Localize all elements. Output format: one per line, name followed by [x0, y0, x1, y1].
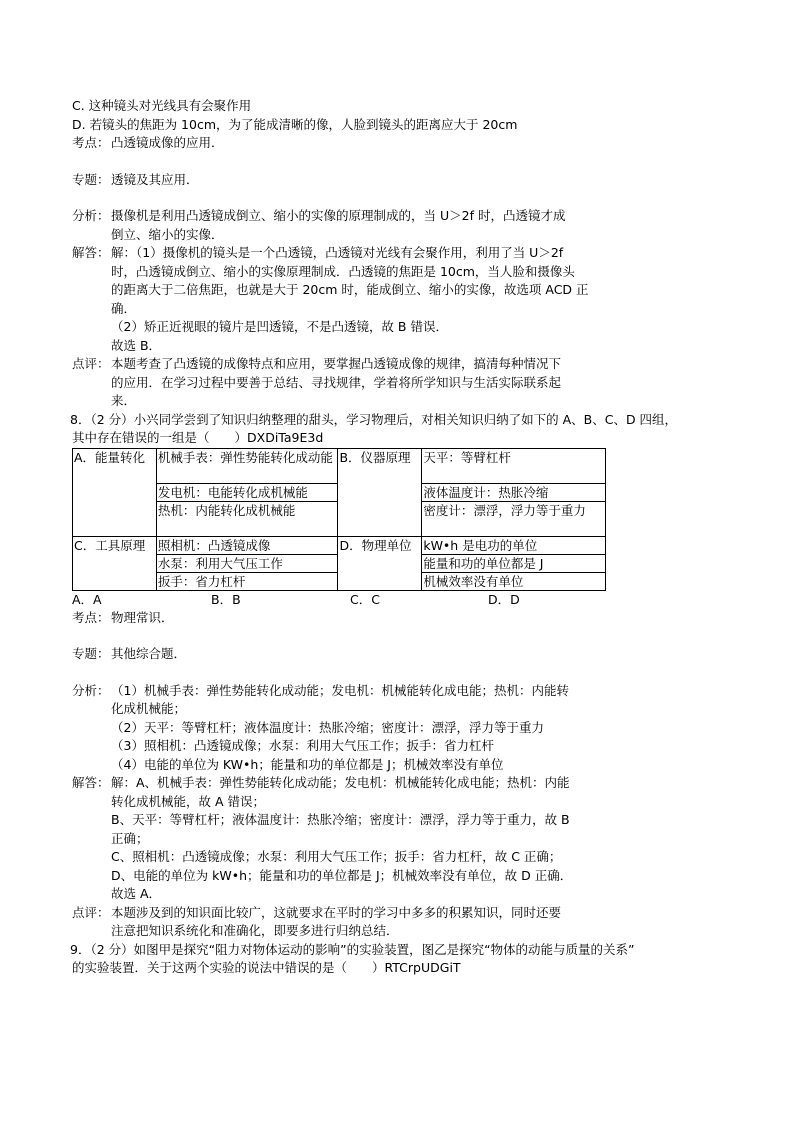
answer-options: [72, 591, 632, 609]
zhuanti-label: 专题：: [72, 171, 110, 187]
q8-stem-line: 8．（2 分）小兴同学尝到了知识归纳整理的甜头，学习物理后，对相关知识归纳了如下的 A、B、C、D 四组，: [70, 411, 678, 427]
group-a-label: A．能量转化: [73, 448, 157, 536]
jieda-line: 故选 B．: [111, 337, 162, 353]
zhuanti-label: 专题：: [72, 646, 110, 661]
group-d-item: kW•h 是电功的单位: [422, 536, 606, 554]
knowledge-table: [72, 448, 606, 591]
group-b-label: B．仪器原理: [338, 448, 422, 536]
jieda-line: 的距离大于二倍焦距，也就是大于 20cm 时，能成倒立、缩小的实像，故选项 ACD 正: [111, 282, 589, 297]
group-d-label: D．物理单位: [338, 536, 422, 590]
jieda-line: 故选 A．: [111, 886, 162, 901]
dianping-line: 的应用．在学习过程中要善于总结、寻找规律，学着将所学知识与生活实际联系起: [111, 374, 562, 390]
document-page: [70, 97, 678, 978]
kaodian-label: 考点：: [72, 609, 110, 625]
group-c-item: 照相机：凸透镜成像: [156, 536, 338, 554]
q7-jieda: [72, 244, 632, 355]
jieda-line: D、电能的单位为 kW•h；能量和功的单位都是 J；机械效率没有单位，故 D 正确．: [111, 867, 573, 883]
dianping-line: 本题涉及到的知识面比较广，这就要求在平时的学习中多多的积累知识，同时还要: [111, 904, 562, 920]
kaodian-text: 凸透镜成像的应用．: [111, 135, 224, 150]
group-b-item: 天平：等臂杠杆: [422, 448, 606, 483]
jieda-line: （2）矫正近视眼的镜片是凹透镜，不是凸透镜，故 B 错误．: [111, 319, 448, 334]
group-b-item: 液体温度计：热胀冷缩: [422, 483, 606, 501]
fenxi-line: 摄像机是利用凸透镜成倒立、缩小的实像的原理制成的，当 U＞2f 时，凸透镜才成: [111, 208, 566, 223]
option-d: D．D: [488, 591, 520, 607]
option-d-line: D. 若镜头的焦距为 10cm，为了能成清晰的像，人脸到镜头的距离应大于 20cm: [72, 116, 518, 132]
group-d-item: 能量和功的单位都是 J: [422, 554, 606, 572]
fenxi-line: 倒立、缩小的实像．: [111, 226, 224, 242]
jieda-label: 解答：: [72, 775, 110, 790]
fenxi-label: 分析：: [72, 208, 110, 223]
jieda-label: 解答：: [72, 245, 110, 260]
fenxi-line: （1）机械手表：弹性势能转化成动能；发电机：机械能转化成电能；热机：内能转: [111, 682, 569, 698]
q8-jieda: [72, 774, 632, 904]
fenxi-line: （2）天平：等臂杠杆；液体温度计：热胀冷缩；密度计：漂浮，浮力等于重力: [111, 719, 544, 735]
q9-stem-line: 9．（2 分）如图甲是探究“阻力对物体运动的影响”的实验装置，图乙是探究“物体的动能与质量的关系”: [70, 941, 635, 957]
dianping-line: 来．: [111, 393, 137, 408]
jieda-line: B、天平：等臂杠杆；液体温度计：热胀冷缩；密度计：漂浮，浮力等于重力，故 B: [111, 812, 570, 827]
group-a-item: 热机：内能转化成机械能: [156, 501, 338, 536]
fenxi-line: 化成机械能；: [111, 701, 187, 716]
jieda-line: 确．: [111, 300, 137, 316]
q9-stem-line: 的实验装置．关于这两个实验的说法中错误的是（ ）RTCrpUDGiT: [72, 960, 461, 975]
kaodian-text: 物理常识．: [111, 609, 174, 625]
jieda-line: 解：A、机械手表：弹性势能转化成动能；发电机：机械能转化成电能；热机：内能: [111, 775, 570, 790]
jieda-line: 正确；: [111, 830, 149, 846]
group-d-item: 机械效率没有单位: [422, 572, 606, 590]
group-a-item: 发电机：电能转化成机械能: [156, 483, 338, 501]
group-a-item: 机械手表：弹性势能转化成动能: [156, 448, 338, 483]
fenxi-line: （4）电能的单位为 KW•h；能量和功的单位都是 J；机械效率没有单位: [111, 756, 504, 772]
fenxi-label: 分析：: [72, 682, 110, 698]
jieda-line: C、照相机：凸透镜成像；水泵：利用大气压工作；扳手：省力杠杆，故 C 正确；: [111, 849, 562, 864]
option-c-line: C. 这种镜头对光线具有会聚作用: [72, 98, 252, 113]
q8-fenxi: [72, 682, 632, 775]
option-b: B．B: [211, 591, 241, 607]
q8-kaodian: [72, 609, 632, 628]
dianping-label: 点评：: [72, 356, 110, 371]
jieda-line: 解：（1）摄像机的镜头是一个凸透镜，凸透镜对光线有会聚作用，利用了当 U＞2f: [111, 245, 564, 260]
group-c-item: 扳手：省力杠杆: [156, 572, 338, 590]
q8-zhuanti: [72, 645, 632, 664]
option-c: C．C: [350, 591, 380, 607]
group-c-label: C．工具原理: [73, 536, 157, 590]
group-b-item: 密度计：漂浮，浮力等于重力: [422, 501, 606, 536]
group-c-item: 水泵：利用大气压工作: [156, 554, 338, 572]
q8-stem-line: 其中存在错误的一组是（ ）DXDiTa9E3d: [72, 430, 324, 445]
dianping-line: 注意把知识系统化和准确化，即要多进行归纳总结．: [111, 923, 399, 938]
dianping-label: 点评：: [72, 904, 110, 920]
q7-kaodian: [72, 134, 632, 153]
q7-zhuanti: [72, 171, 632, 190]
q7-dianping: [72, 355, 632, 411]
jieda-line: 时，凸透镜成倒立、缩小的实像原理制成．凸透镜的焦距是 10cm，当人脸和摄像头: [111, 263, 575, 279]
dianping-line: 本题考查了凸透镜的成像特点和应用，要掌握凸透镜成像的规律，搞清每种情况下: [111, 356, 562, 371]
option-a: A．A: [72, 591, 102, 607]
zhuanti-text: 透镜及其应用．: [111, 171, 199, 187]
kaodian-label: 考点：: [72, 135, 110, 150]
q8-dianping: [72, 904, 632, 941]
jieda-line: 转化成机械能，故 A 错误；: [111, 793, 265, 809]
zhuanti-text: 其他综合题．: [111, 646, 187, 661]
fenxi-line: （3）照相机：凸透镜成像；水泵：利用大气压工作；扳手：省力杠杆: [111, 738, 494, 753]
q7-fenxi: [72, 207, 632, 244]
